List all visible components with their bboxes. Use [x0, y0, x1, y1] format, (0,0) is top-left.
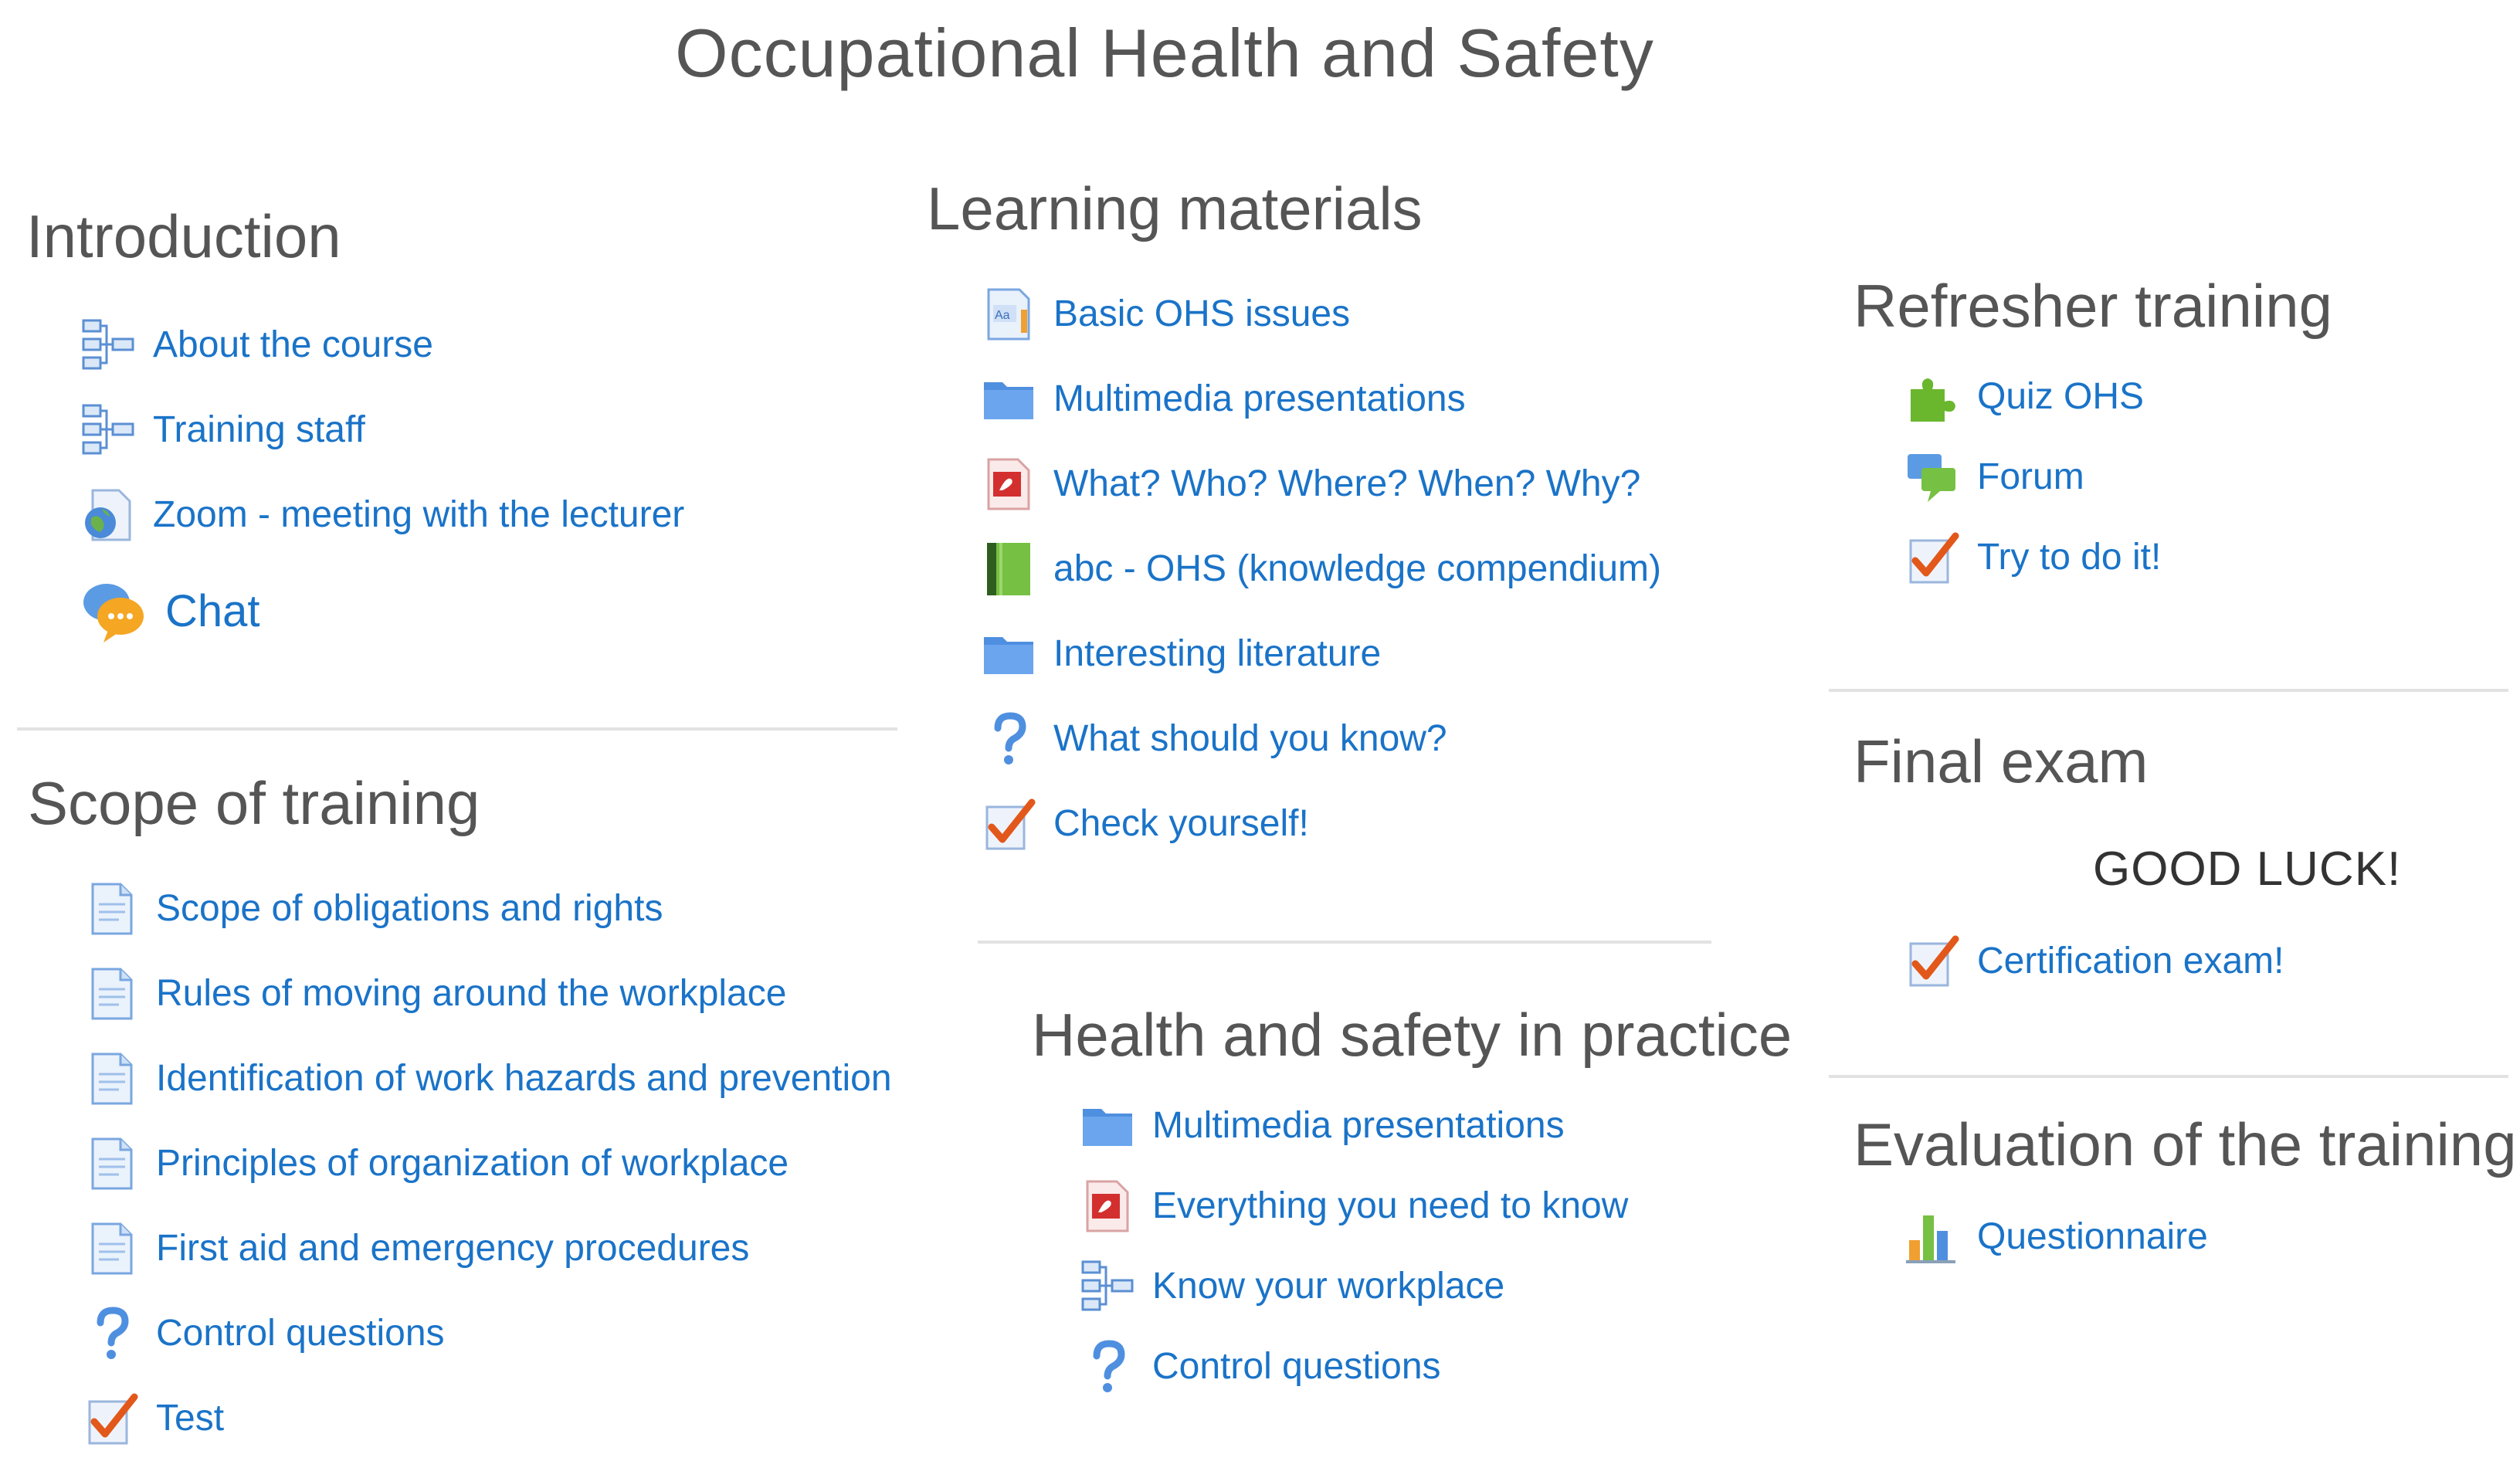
activity-label: abc - OHS (knowledge compendium) [1053, 548, 1662, 590]
activity-what-who-where[interactable] [981, 442, 1661, 527]
question-icon [1080, 1339, 1135, 1395]
activity-label: Principles of organization of workplace [156, 1143, 789, 1185]
activity-quiz-ohs[interactable] [1904, 357, 2332, 437]
activity-check-yourself[interactable] [981, 781, 1661, 866]
hierarchy-icon [80, 317, 136, 373]
puzzle-icon [1904, 369, 1960, 425]
chat-icon [80, 578, 148, 646]
activity-training-staff[interactable] [80, 388, 684, 473]
activity-label: Check yourself! [1053, 803, 1309, 845]
activity-basic-ohs[interactable] [981, 272, 1661, 357]
activity-what-should-you-know[interactable] [981, 697, 1661, 781]
activity-label: Questionnaire [1977, 1216, 2208, 1258]
activity-first-aid[interactable] [83, 1206, 892, 1291]
page-icon [83, 1051, 139, 1107]
activity-know-your-workplace[interactable] [1080, 1246, 1792, 1327]
divider-left [17, 727, 897, 731]
activity-label: Zoom - meeting with the lecturer [153, 494, 685, 536]
page-icon [83, 881, 139, 937]
divider-middle [978, 941, 1711, 944]
divider-right-2 [1829, 1075, 2508, 1078]
activity-questionnaire[interactable] [1904, 1197, 2517, 1277]
activity-practice-control-questions[interactable] [1080, 1327, 1792, 1407]
section-title-introduction: Introduction [26, 202, 341, 270]
activity-rules-moving[interactable] [83, 951, 892, 1036]
page-icon [83, 1136, 139, 1192]
activity-label: What? Who? Where? When? Why? [1053, 463, 1641, 505]
hierarchy-icon [80, 402, 136, 458]
page-icon [83, 966, 139, 1022]
activity-label: Everything you need to know [1152, 1185, 1629, 1227]
bar-chart-icon [1904, 1209, 1960, 1265]
activity-label: Control questions [156, 1313, 445, 1354]
activity-label: Multimedia presentations [1053, 378, 1466, 420]
activity-label: Control questions [1152, 1346, 1441, 1388]
section-final-exam [1854, 727, 2148, 797]
section-title-evaluation: Evaluation of the training [1854, 1110, 2517, 1178]
folder-icon [981, 371, 1036, 427]
activity-scope-obligations[interactable] [83, 866, 892, 951]
checkmark-icon [1904, 933, 1960, 988]
final-exam-items [1904, 920, 2284, 1001]
activity-zoom-meeting[interactable] [80, 473, 684, 558]
activity-test[interactable] [83, 1376, 892, 1461]
section-title-learning: Learning materials [927, 175, 1423, 242]
activity-label: Try to do it! [1977, 537, 2162, 578]
activity-label: Forum [1977, 456, 2084, 498]
section-title-final: Final exam [1854, 727, 2149, 795]
pdf-icon [981, 456, 1036, 512]
activity-label: Certification exam! [1977, 940, 2284, 981]
activity-abc-ohs[interactable] [981, 527, 1661, 612]
activity-label: Training staff [153, 409, 365, 451]
activity-identification-hazards[interactable] [83, 1036, 892, 1121]
good-luck-note: GOOD LUCK! [2093, 842, 2402, 896]
activity-label: Scope of obligations and rights [156, 888, 663, 930]
activity-label: First aid and emergency procedures [156, 1228, 750, 1270]
url-globe-icon [80, 487, 136, 543]
activity-label: Know your workplace [1152, 1266, 1505, 1307]
activity-label: About the course [153, 324, 433, 366]
pdf-icon [1080, 1178, 1135, 1234]
folder-icon [1080, 1098, 1135, 1154]
book-icon [981, 541, 1036, 597]
activity-label: Multimedia presentations [1152, 1105, 1565, 1147]
activity-principles-organization[interactable] [83, 1121, 892, 1206]
activity-label: Test [156, 1398, 225, 1439]
activity-forum[interactable] [1904, 437, 2332, 517]
activity-label: Quiz OHS [1977, 376, 2145, 418]
activity-chat[interactable] [80, 558, 684, 666]
checkmark-icon [981, 796, 1036, 852]
activity-control-questions[interactable] [83, 1291, 892, 1376]
page-icon [83, 1221, 139, 1276]
section-health-safety-practice [1032, 1001, 1792, 1407]
section-title-refresher: Refresher training [1854, 272, 2332, 340]
forum-icon [1904, 449, 1960, 505]
activity-label: Identification of work hazards and prevention [156, 1058, 892, 1100]
page-title: Occupational Health and Safety [675, 15, 1654, 91]
section-evaluation [1854, 1110, 2517, 1277]
activity-label: Rules of moving around the workplace [156, 973, 787, 1015]
activity-multimedia-presentations[interactable] [981, 357, 1661, 442]
activity-label: Basic OHS issues [1053, 293, 1351, 335]
section-learning-materials [927, 175, 1661, 866]
section-title-scope: Scope of training [28, 769, 480, 837]
activity-label: Interesting literature [1053, 633, 1382, 675]
activity-about-the-course[interactable] [80, 303, 684, 388]
checkmark-icon [1904, 530, 1960, 585]
activity-interesting-literature[interactable] [981, 612, 1661, 697]
section-introduction [26, 202, 684, 666]
activity-practice-multimedia[interactable] [1080, 1086, 1792, 1166]
question-icon [981, 711, 1036, 767]
checkmark-icon [83, 1391, 139, 1446]
activity-try-to-do-it[interactable] [1904, 517, 2332, 598]
activity-label: Chat [165, 586, 260, 637]
hierarchy-icon [1080, 1259, 1135, 1314]
activity-everything-need-to-know[interactable] [1080, 1166, 1792, 1246]
divider-right-1 [1829, 689, 2508, 692]
activity-label: What should you know? [1053, 718, 1447, 760]
section-refresher-training [1854, 272, 2332, 598]
document-icon [981, 286, 1036, 342]
section-scope-of-training [28, 769, 892, 1461]
question-icon [83, 1306, 139, 1361]
folder-icon [981, 626, 1036, 682]
activity-certification-exam[interactable] [1904, 920, 2284, 1001]
section-title-practice: Health and safety in practice [1032, 1001, 1792, 1069]
